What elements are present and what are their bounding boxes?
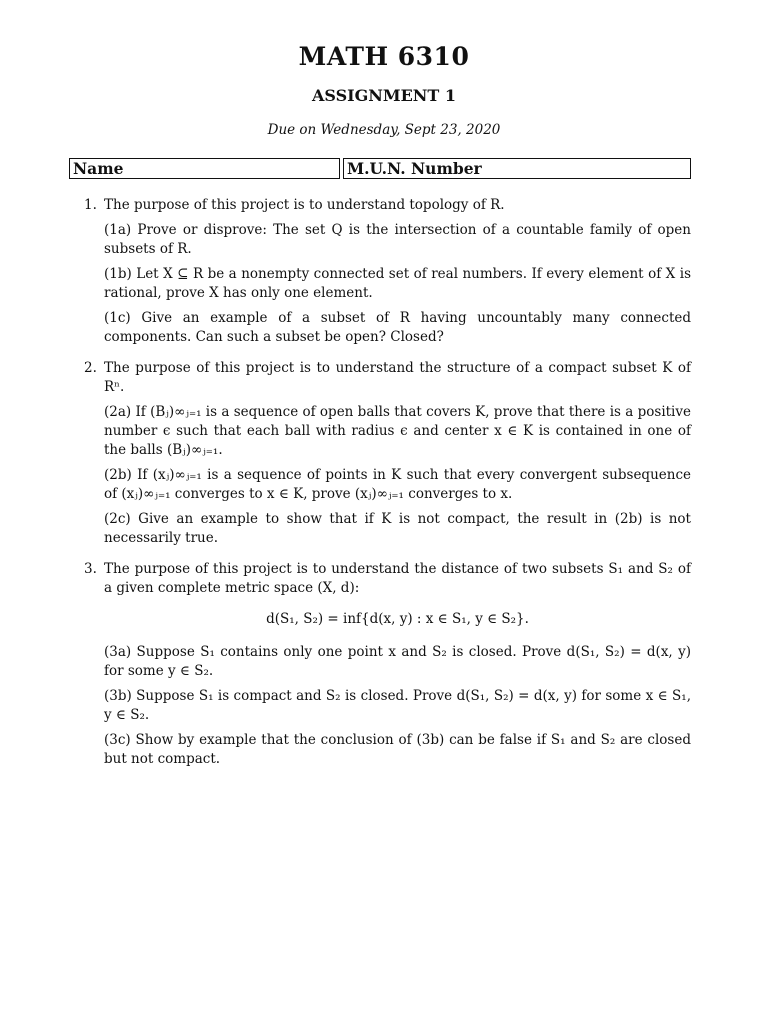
problem-part-1a: (1a) Prove or disprove: The set Q is the intersection of a countable family of open subsets of R. [104, 222, 691, 257]
course-title: MATH 6310 [298, 42, 470, 71]
problem-lead: The purpose of this project is to understand the structure of a compact subset K of Rⁿ. [104, 360, 691, 395]
assignment-title: ASSIGNMENT 1 [311, 86, 457, 105]
due-date: Due on Wednesday, Sept 23, 2020 [267, 122, 501, 138]
problem-part-2b: (2b) If (xⱼ)∞ⱼ₌₁ is a sequence of points in K such that every convergent subsequence of (xⱼ)∞ⱼ₌₁ converges to x ∈ K, prove (xⱼ)∞ⱼ₌₁ converges to x. [104, 467, 691, 502]
problem-number: 2. [84, 360, 97, 376]
name-field[interactable]: Name [69, 158, 340, 179]
mun-number-field[interactable]: M.U.N. Number [343, 158, 691, 179]
problem-list [84, 196, 691, 781]
problem-2 [84, 359, 691, 548]
problem-part-3c: (3c) Show by example that the conclusion of (3b) can be false if S₁ and S₂ are closed but not compact. [104, 732, 691, 767]
problem-part-1b: (1b) Let X ⊆ R be a nonempty connected set of real numbers. If every element of X is rational, prove X has only one element. [104, 266, 691, 301]
problem-lead: The purpose of this project is to understand the distance of two subsets S₁ and S₂ of a given complete metric space (X, d): [104, 561, 691, 596]
problem-part-3a: (3a) Suppose S₁ contains only one point x and S₂ is closed. Prove d(S₁, S₂) = d(x, y) for some y ∈ S₂. [104, 644, 691, 679]
student-info-row [69, 158, 691, 180]
problem-part-2a: (2a) If (Bⱼ)∞ⱼ₌₁ is a sequence of open balls that covers K, prove that there is a positive number ϵ such that each ball with radius ϵ and center x ∈ K is contained in one of the balls (Bⱼ)∞ⱼ₌₁. [104, 404, 691, 458]
problem-1 [84, 196, 691, 347]
problem-number: 1. [84, 197, 97, 213]
problem-part-1c: (1c) Give an example of a subset of R having uncountably many connected components. Can such a subset be open? Closed? [104, 310, 691, 345]
problem-3 [84, 560, 691, 769]
problem-lead: The purpose of this project is to understand topology of R. [104, 197, 505, 213]
problem-number: 3. [84, 561, 97, 577]
problem-part-2c: (2c) Give an example to show that if K is not compact, the result in (2b) is not necessarily true. [104, 511, 691, 546]
distance-formula: d(S₁, S₂) = inf{d(x, y) : x ∈ S₁, y ∈ S₂}. [266, 611, 529, 627]
problem-part-3b: (3b) Suppose S₁ is compact and S₂ is closed. Prove d(S₁, S₂) = d(x, y) for some x ∈ S₁, y ∈ S₂. [104, 688, 691, 723]
